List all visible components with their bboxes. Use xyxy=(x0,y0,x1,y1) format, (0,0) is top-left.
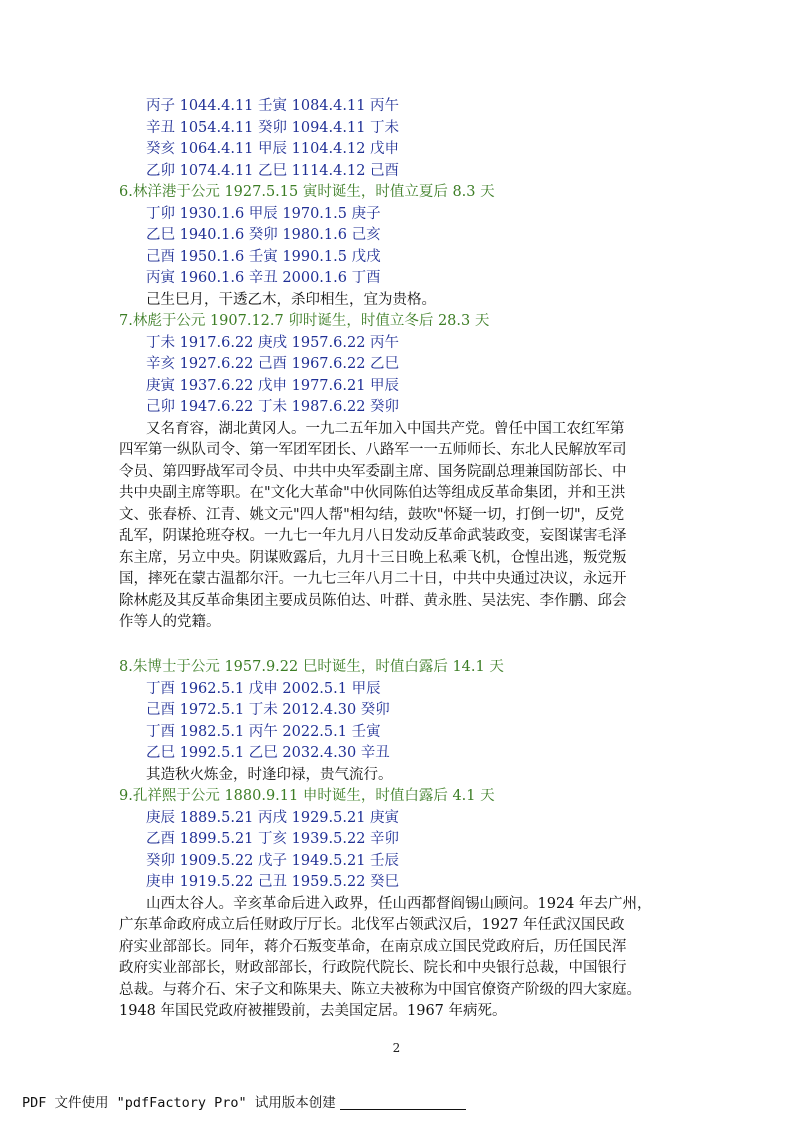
pillar-line: 庚寅 1937.6.22 戊申 1977.6.21 甲辰 xyxy=(146,377,400,394)
pillar-line: 癸卯 1909.5.22 戊子 1949.5.21 壬辰 xyxy=(146,852,400,869)
footer-underline xyxy=(340,1109,466,1110)
pillar-line: 丁酉 1982.5.1 丙午 2022.5.1 壬寅 xyxy=(146,723,381,740)
body-text-line: 政府实业部部长，财政部部长，行政院代院长、院长和中央银行总裁，中国银行 xyxy=(119,960,627,976)
pillar-line: 辛亥 1927.6.22 己酉 1967.6.22 乙巳 xyxy=(146,356,400,372)
page-number: 2 xyxy=(392,1041,401,1055)
body-text-line: 1948 年国民党政府被摧毁前，去美国定居。1967 年病死。 xyxy=(119,1003,507,1019)
entry-heading: 6.林洋港于公元 1927.5.15 寅时诞生，时值立夏后 8.3 天 xyxy=(119,184,495,200)
pillar-line: 己酉 1972.5.1 丁未 2012.4.30 癸卯 xyxy=(146,702,390,718)
pillar-line: 丁卯 1930.1.6 甲辰 1970.1.5 庚子 xyxy=(146,205,381,222)
pillar-line: 乙酉 1899.5.21 丁亥 1939.5.22 辛卯 xyxy=(146,831,400,847)
pillar-line: 丙子 1044.4.11 壬寅 1084.4.11 丙午 xyxy=(146,98,400,114)
footer-text: PDF 文件使用 "pdfFactory Pro" 试用版本创建 xyxy=(22,1095,336,1111)
pillar-line: 庚申 1919.5.22 己丑 1959.5.22 癸巳 xyxy=(146,874,400,890)
pdf-footer xyxy=(22,1091,466,1111)
entry-heading: 8.朱博士于公元 1957.9.22 巳时诞生，时值白露后 14.1 天 xyxy=(119,659,504,675)
pillar-line: 庚辰 1889.5.21 丙戌 1929.5.21 庚寅 xyxy=(146,809,400,826)
body-text-line: 文、张春桥、江青、姚文元"四人帮"相勾结，鼓吹"怀疑一切，打倒一切"，反党 xyxy=(119,506,625,523)
entry-heading: 7.林彪于公元 1907.12.7 卯时诞生，时值立冬后 28.3 天 xyxy=(119,313,490,329)
pillar-line: 癸亥 1064.4.11 甲辰 1104.4.12 戊申 xyxy=(146,141,400,157)
body-text-line: 共中央副主席等职。在"文化大革命"中伙同陈伯达等组成反革命集团，并和王洪 xyxy=(119,485,626,501)
pillar-line: 丁未 1917.6.22 庚戌 1957.6.22 丙午 xyxy=(146,334,400,351)
body-text-line: 其造秋火炼金，时逢印禄，贵气流行。 xyxy=(146,766,393,783)
body-text-line: 己生巳月，干透乙木，杀印相生，宜为贵格。 xyxy=(146,291,436,308)
body-text-line: 府实业部部长。同年，蒋介石叛变革命，在南京成立国民党政府后，历任国民浑 xyxy=(119,938,627,955)
pillar-line: 乙巳 1940.1.6 癸卯 1980.1.6 己亥 xyxy=(146,227,381,243)
pillar-line: 乙巳 1992.5.1 乙巳 2032.4.30 辛丑 xyxy=(146,745,390,761)
body-text-line: 四军第一纵队司令、第一军团军团长、八路军一一五师师长、东北人民解放军司 xyxy=(119,442,627,458)
entry-heading: 9.孔祥熙于公元 1880.9.11 申时诞生，时值白露后 4.1 天 xyxy=(119,788,495,804)
body-text-line: 国，摔死在蒙古温都尔汗。一九七三年八月二十日，中共中央通过决议，永远开 xyxy=(119,571,627,587)
pillar-line: 丁酉 1962.5.1 戊申 2002.5.1 甲辰 xyxy=(146,680,381,697)
body-text-line: 总裁。与蒋介石、宋子文和陈果夫、陈立夫被称为中国官僚资产阶级的四大家庭。 xyxy=(119,981,641,998)
pillar-line: 辛丑 1054.4.11 癸卯 1094.4.11 丁未 xyxy=(146,119,400,136)
pillar-line: 己酉 1950.1.6 壬寅 1990.1.5 戊戌 xyxy=(146,248,381,265)
body-text-line: 东主席，另立中央。阴谋败露后，九月十三日晚上私乘飞机，仓惶出逃，叛党叛 xyxy=(119,549,627,566)
body-text-line: 乱军，阴谋抢班夺权。一九七一年九月八日发动反革命武装政变，妄图谋害毛泽 xyxy=(119,528,627,544)
body-text-line: 作等人的党籍。 xyxy=(119,614,221,630)
body-text-line: 又名育容，湖北黄冈人。一九二五年加入中国共产党。曾任中国工农红军第 xyxy=(146,420,625,437)
pillar-line: 乙卯 1074.4.11 乙巳 1114.4.12 己酉 xyxy=(146,162,400,179)
body-text-line: 令员、第四野战军司令员、中共中央军委副主席、国务院副总理兼国防部长、中 xyxy=(119,463,627,480)
body-text-line: 广东革命政府成立后任财政厅厅长。北伐军占领武汉后，1927 年任武汉国民政 xyxy=(119,917,625,933)
pillar-line: 己卯 1947.6.22 丁未 1987.6.22 癸卯 xyxy=(146,399,400,415)
body-text-line: 除林彪及其反革命集团主要成员陈伯达、叶群、黄永胜、吴法宪、李作鹏、邱会 xyxy=(119,592,627,609)
pillar-line: 丙寅 1960.1.6 辛丑 2000.1.6 丁酉 xyxy=(146,270,381,286)
body-text-line: 山西太谷人。辛亥革命后进入政界，任山西都督阎锡山顾问。1924 年去广州， xyxy=(146,895,652,912)
